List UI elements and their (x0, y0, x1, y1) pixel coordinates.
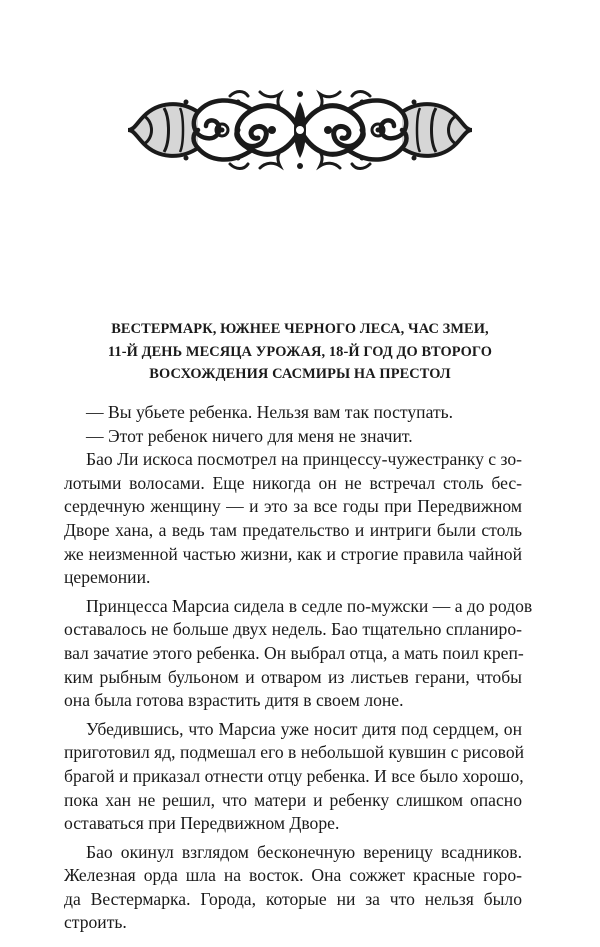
text-line: — Этот ребенок ничего для меня не значит. (86, 425, 413, 446)
text-line: же неизменной частью жизни, как и строгие правила чайной (64, 543, 522, 564)
text-line: Бао Ли искоса посмотрел на принцессу-чужестранку с зо- (86, 449, 522, 470)
baroque-scroll-ornament-icon (120, 86, 480, 174)
heading-line: ВЕСТЕРМАРК, ЮЖНЕЕ ЧЕРНОГО ЛЕСА, ЧАС ЗМЕИ, (111, 321, 489, 337)
text-line: Бао окинул взглядом бесконечную вереницу всадников. (86, 841, 522, 862)
body-text (64, 401, 533, 935)
text-line: оставалось не больше двух недель. Бао тщательно спланиро- (64, 619, 522, 640)
text-line: Принцесса Марсиа сидела в седле по-мужски — а до родов (86, 595, 533, 616)
heading-line: ВОСХОЖДЕНИЯ САСМИРЫ НА ПРЕСТОЛ (149, 366, 451, 382)
text-line: приготовил яд, подмешал его в небольшой кувшин с рисовой (64, 742, 525, 763)
text-line: — Вы убьете ребенка. Нельзя вам так поступать. (86, 402, 454, 422)
text-line: строить. (64, 912, 127, 933)
text-line: лотыми волосами. Еще никогда он не встречал столь бес- (64, 472, 522, 493)
text-line: оставаться при Передвижном Дворе. (64, 813, 340, 834)
text-line: Железная орда шла на восток. Она сожжет красные горо- (64, 865, 522, 886)
text-line: Убедившись, что Марсиа уже носит дитя под сердцем, он (86, 718, 522, 739)
chapter-heading (40, 318, 560, 386)
text-line: церемонии. (64, 567, 151, 588)
text-line: вал зачатие этого ребенка. Он выбрал отца, а мать поил креп- (64, 642, 524, 663)
text-line: ким рыбным бульоном и отваром из листьев герани, чтобы (64, 666, 522, 687)
text-line: она была готова взрастить дитя в своем лоне. (64, 690, 404, 711)
heading-line: 11-Й ДЕНЬ МЕСЯЦА УРОЖАЯ, 18-Й ГОД ДО ВТОРОГО (107, 343, 493, 360)
text-line: сердечную женщину — и это за все годы при Передвижном (64, 496, 522, 517)
text-line: брагой и приказал отнести отцу ребенка. И все было хорошо, (64, 765, 524, 786)
text-line: пока хан не решил, что матери и ребенку слишком опасно (64, 789, 522, 810)
text-line: да Вестермарка. Города, которые ни за что нельзя было (64, 888, 522, 909)
text-line: Дворе хана, а ведь там предательство и интриги были столь (64, 519, 522, 540)
